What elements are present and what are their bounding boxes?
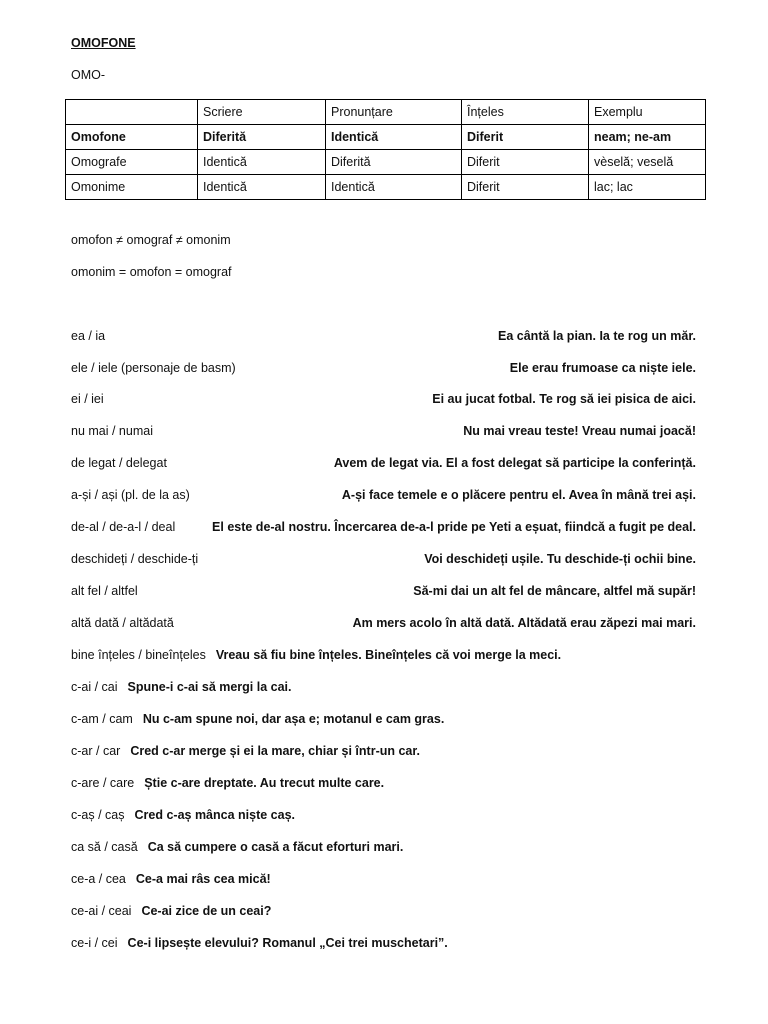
pair-words: ea / ia (71, 329, 106, 343)
table-cell: Diferit (462, 175, 589, 200)
inline-pair (71, 744, 420, 758)
inline-pair (71, 904, 271, 918)
pair-words: c-are / care (71, 776, 135, 790)
table-cell: Omonime (66, 175, 198, 200)
table-row (66, 125, 706, 150)
pair-words: ele / iele (personaje de basm) (71, 361, 236, 375)
table-cell: neam; ne-am (589, 125, 706, 150)
table-cell: Diferită (198, 125, 326, 150)
inline-pair (71, 680, 292, 694)
inline-pair (71, 648, 561, 662)
comparison-table (65, 99, 706, 200)
pair-words: c-aș / caș (71, 808, 125, 822)
pair-words: ce-a / cea (71, 872, 126, 886)
pair-words: alt fel / altfel (71, 584, 138, 598)
table-cell: Identică (326, 125, 462, 150)
table-cell: Omografe (66, 150, 198, 175)
pair-example: Ca să cumpere o casă a făcut eforturi mari. (147, 840, 404, 854)
inline-pair (71, 776, 384, 790)
pair-example: Am mers acolo în altă dată. Altădată erau zăpezi mai mari. (352, 616, 696, 630)
pair-example: Nu mai vreau teste! Vreau numai joacă! (463, 424, 696, 438)
pair-example: A-și face temele e o plăcere pentru el. Avea în mână trei ași. (341, 488, 696, 502)
table-row (66, 150, 706, 175)
inline-pair (71, 712, 444, 726)
pair-words: de-al / de-a-l / deal (71, 520, 176, 534)
table-header-cell: Înțeles (462, 100, 589, 125)
pair-words: nu mai / numai (71, 424, 153, 438)
pair-words: altă dată / altădată (71, 616, 174, 630)
pair-example: Vreau să fiu bine înțeles. Bineînțeles că voi merge la meci. (215, 648, 562, 662)
pair-example: Cred c-aș mânca niște caș. (134, 808, 295, 822)
table-header-cell (66, 100, 198, 125)
pair-words: deschideți / deschide-ți (71, 552, 199, 566)
pair-example: Ele erau frumoase ca niște iele. (509, 361, 696, 375)
table-cell: Diferit (462, 150, 589, 175)
table-header-cell: Exemplu (589, 100, 706, 125)
table-row (66, 175, 706, 200)
pair-words: ca să / casă (71, 840, 138, 854)
table-header-row (66, 100, 706, 125)
pair-words: ce-i / cei (71, 936, 118, 950)
table-cell: Diferit (462, 125, 589, 150)
pair-words: a-și / ași (pl. de la as) (71, 488, 190, 502)
pair-words: c-am / cam (71, 712, 133, 726)
prefix-label: OMO- (71, 68, 106, 82)
pair-example: Cred c-ar merge și ei la mare, chiar și într-un car. (130, 744, 421, 758)
pair-words: bine înțeles / bineînțeles (71, 648, 206, 662)
pair-words: c-ai / cai (71, 680, 118, 694)
table-cell: lac; lac (589, 175, 706, 200)
pair-words: de legat / delegat (71, 456, 167, 470)
pair-example: Ce-a mai râs cea mică! (135, 872, 271, 886)
table-cell: Identică (326, 175, 462, 200)
pair-example: Ce-i lipsește elevului? Romanul „Cei trei muschetari”. (127, 936, 448, 950)
pair-example: Nu c-am spune noi, dar așa e; motanul e cam gras. (142, 712, 445, 726)
inline-pair (71, 808, 295, 822)
formula-equality: omonim = omofon = omograf (71, 265, 232, 279)
pair-example: Spune-i c-ai să mergi la cai. (127, 680, 292, 694)
pair-words: c-ar / car (71, 744, 121, 758)
pair-example: Ce-ai zice de un ceai? (141, 904, 272, 918)
pair-example: Voi deschideți ușile. Tu deschide-ți ochii bine. (424, 552, 696, 566)
pair-example: El este de-al nostru. Încercarea de-a-l pride pe Yeti a eșuat, fiindcă a fugit pe deal. (212, 520, 696, 534)
inline-pair (71, 872, 271, 886)
pair-words: ei / iei (71, 392, 104, 406)
pair-example: Ea cântă la pian. Ia te rog un măr. (498, 329, 696, 343)
inline-pair (71, 840, 403, 854)
pair-example: Ei au jucat fotbal. Te rog să iei pisica de aici. (432, 392, 696, 406)
pair-example: Să-mi dai un alt fel de mâncare, altfel mă supăr! (413, 584, 696, 598)
table-header-cell: Pronunțare (326, 100, 462, 125)
table-cell: Identică (198, 150, 326, 175)
document-title: OMOFONE (71, 36, 136, 50)
table-header-cell: Scriere (198, 100, 326, 125)
table-cell: vèselă; veselă (589, 150, 706, 175)
inline-pair (71, 936, 448, 950)
table-cell: Identică (198, 175, 326, 200)
table-cell: Omofone (66, 125, 198, 150)
pair-words: ce-ai / ceai (71, 904, 132, 918)
pair-example: Știe c-are dreptate. Au trecut multe care. (144, 776, 385, 790)
pair-example: Avem de legat via. El a fost delegat să participe la conferință. (333, 456, 696, 470)
table-cell: Diferită (326, 150, 462, 175)
formula-inequality: omofon ≠ omograf ≠ omonim (71, 233, 231, 247)
